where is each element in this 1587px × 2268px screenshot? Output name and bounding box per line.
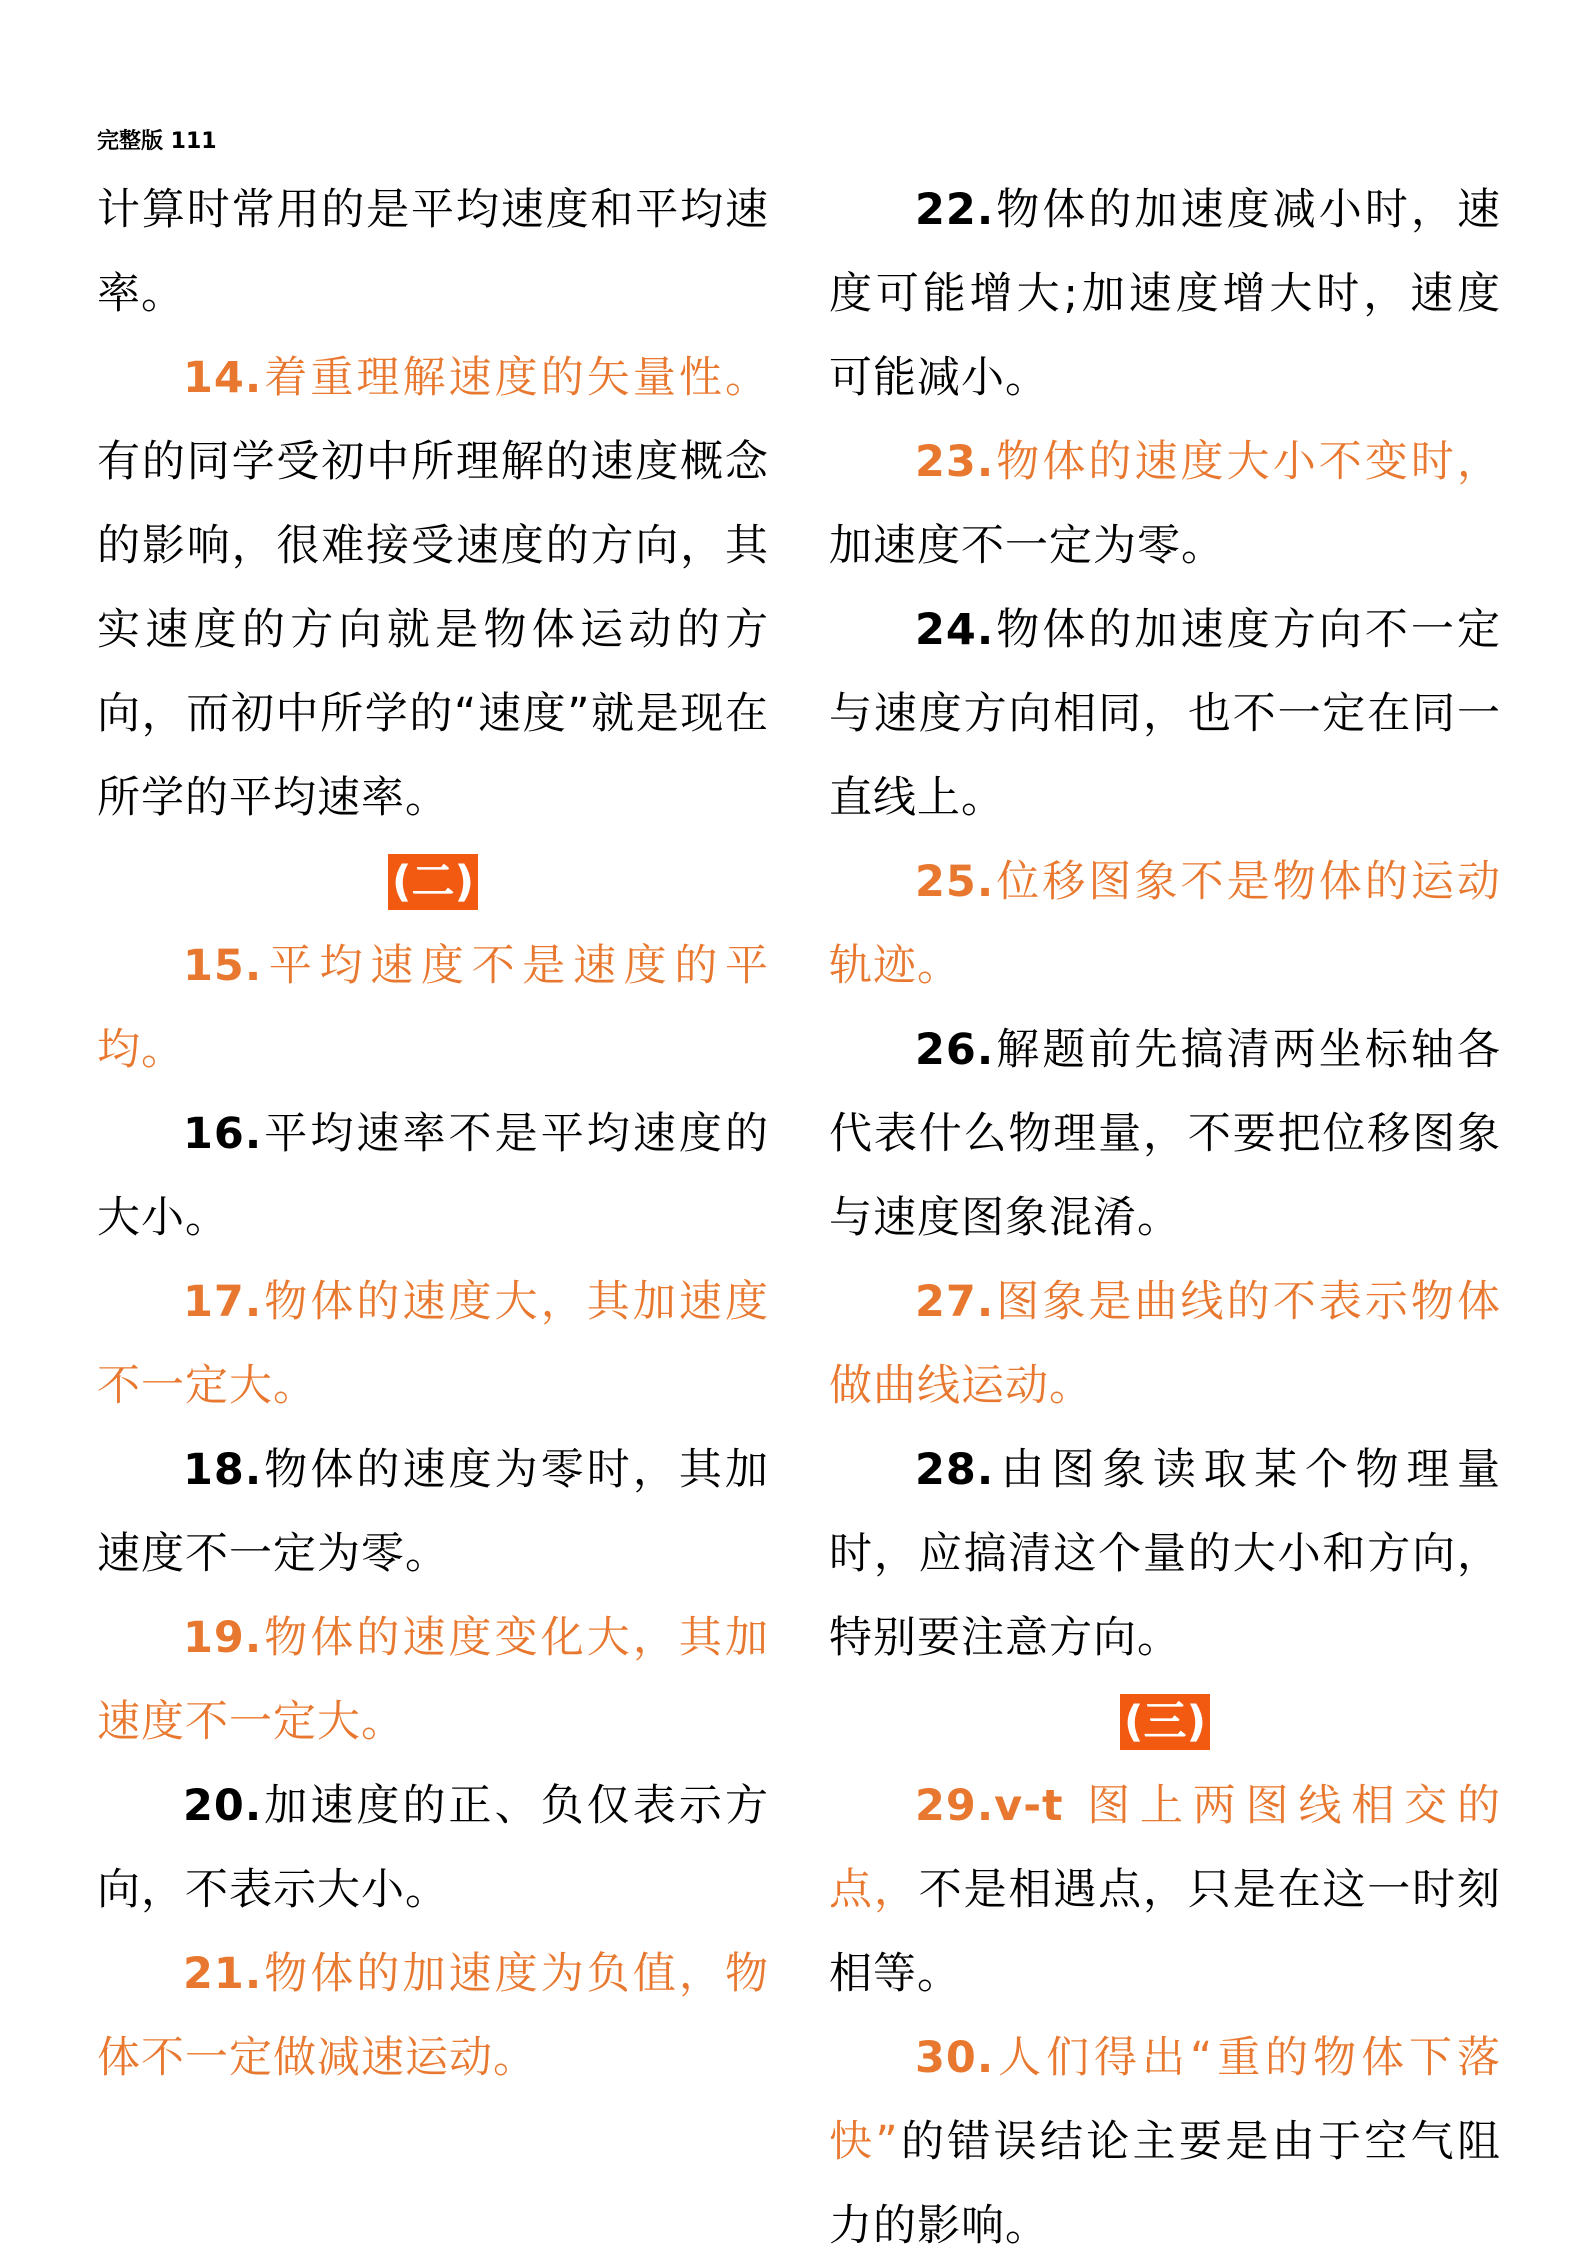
item-number: 24. <box>915 605 995 655</box>
item-text: 物体的速度变化大，其加速度不一定大。 <box>97 1613 769 1747</box>
item-number: 18. <box>183 1445 263 1495</box>
section-heading-3 <box>829 1680 1501 1764</box>
item-text: 平均速度不是速度的平均。 <box>97 941 769 1075</box>
item-text: 加速度的正、负仅表示方向，不表示大小。 <box>97 1781 769 1915</box>
item-number: 29.v-t <box>915 1781 1064 1831</box>
item-18 <box>97 1428 769 1596</box>
item-30 <box>829 2016 1501 2268</box>
section-badge: (二) <box>388 854 478 910</box>
item-21 <box>97 1932 769 2100</box>
item-title: 图上两图线相交的点， <box>829 1781 1501 1915</box>
item-23 <box>829 420 1501 588</box>
item-number: 27. <box>915 1277 995 1327</box>
item-text: 物体的加速度为负值，物体不一定做减速运动。 <box>97 1949 769 2083</box>
item-text: 物体的速度大，其加速度不一定大。 <box>97 1277 769 1411</box>
item-number: 22. <box>915 185 995 235</box>
item-body: 不是相遇点，只是在这一时刻相等。 <box>829 1865 1502 1999</box>
item-15 <box>97 924 769 1092</box>
item-text: 物体的加速度减小时，速度可能增大;加速度增大时，速度可能减小。 <box>829 185 1501 403</box>
item-number: 14. <box>183 353 263 403</box>
item-number: 15. <box>183 941 263 991</box>
item-number: 17. <box>183 1277 263 1327</box>
item-28 <box>829 1428 1501 1680</box>
item-body: 有的同学受初中所理解的速度概念的影响，很难接受速度的方向，其实速度的方向就是物体运动的方向，而初中所学的“速度”就是现在所学的平均速率。 <box>97 437 769 823</box>
item-number: 23. <box>915 437 995 487</box>
item-text: 物体的速度为零时，其加速度不一定为零。 <box>97 1445 769 1579</box>
right-column <box>829 168 1501 2268</box>
item-17 <box>97 1260 769 1428</box>
item-title: 着重理解速度的矢量性。 <box>262 353 769 403</box>
item-number: 21. <box>183 1949 263 1999</box>
item-26 <box>829 1008 1501 1260</box>
item-20 <box>97 1764 769 1932</box>
item-25 <box>829 840 1501 1008</box>
item-text: 物体的加速度方向不一定与速度方向相同，也不一定在同一直线上。 <box>829 605 1501 823</box>
page-header: 完整版 111 <box>97 129 217 154</box>
left-column <box>97 168 769 2100</box>
section-heading-2 <box>97 840 769 924</box>
item-24 <box>829 588 1501 840</box>
item-title: 物体的速度大小不变时， <box>994 437 1501 487</box>
item-19 <box>97 1596 769 1764</box>
item-body: 的错误结论主要是由于空气阻力的影响。 <box>829 2117 1502 2251</box>
item-text: 位移图象不是物体的运动轨迹。 <box>829 857 1501 991</box>
item-text: 由图象读取某个物理量时，应搞清这个量的大小和方向，特别要注意方向。 <box>829 1445 1501 1663</box>
item-22 <box>829 168 1501 420</box>
item-number: 20. <box>183 1781 263 1831</box>
item-text: 平均速率不是平均速度的大小。 <box>97 1109 769 1243</box>
item-29 <box>829 1764 1501 2016</box>
item-16 <box>97 1092 769 1260</box>
item-number: 19. <box>183 1613 263 1663</box>
item-number: 16. <box>183 1109 263 1159</box>
item-number: 28. <box>915 1445 995 1495</box>
item-number: 26. <box>915 1025 995 1075</box>
item-title: 人们得出“重的物体下落快” <box>829 2033 1501 2167</box>
item-text: 图象是曲线的不表示物体做曲线运动。 <box>829 1277 1501 1411</box>
item-27 <box>829 1260 1501 1428</box>
item-number: 25. <box>915 857 995 907</box>
item-number: 30. <box>915 2033 995 2083</box>
section-badge: (三) <box>1120 1694 1210 1750</box>
item-text: 解题前先搞清两坐标轴各代表什么物理量，不要把位移图象与速度图象混淆。 <box>829 1025 1501 1243</box>
item-14 <box>97 336 769 840</box>
item-body: 加速度不一定为零。 <box>829 521 1225 571</box>
intro-paragraph: 计算时常用的是平均速度和平均速率。 <box>97 185 769 319</box>
